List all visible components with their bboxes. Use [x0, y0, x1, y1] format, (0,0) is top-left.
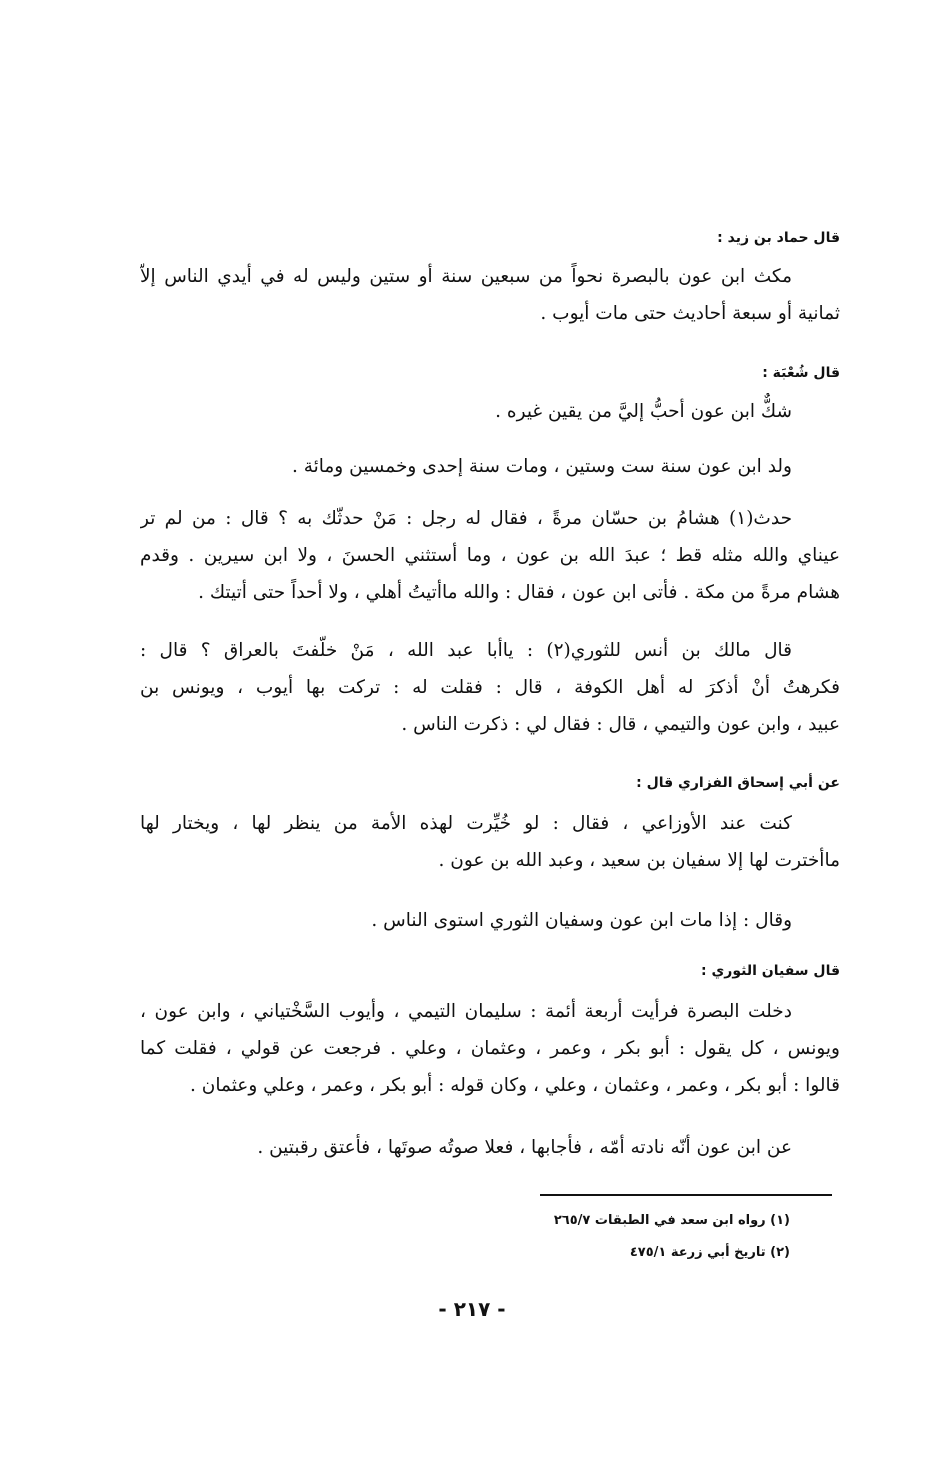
text-line: قالوا : أبو بكر ، وعمر ، وعثمان ، وعلي ، وكان قوله : أبو بكر ، وعمر ، وعلي وعثمان .: [190, 1075, 840, 1096]
heading-abu-ishaq: عن أبي إسحاق الفزاري قال :: [636, 775, 840, 791]
text-line: قال مالك بن أنس للثوري(٢) : ياأبا عبد الله ، مَنْ خلّفتَ بالعراق ؟ قال :: [140, 640, 792, 661]
footnote-1: (١) رواه ابن سعد في الطبقات ٢٦٥/٧: [553, 1213, 790, 1228]
heading-shuba: قال شُعْبَة :: [762, 365, 840, 381]
paragraph-awzai: [140, 805, 840, 879]
text-line: ثمانية أو سبعة أحاديث حتى مات أيوب .: [540, 303, 840, 324]
heading-hammad-ibn-zayd: قال حماد بن زيد :: [717, 230, 840, 246]
footnote-2: (٢) تاريخ أبي زرعة ٤٧٥/١: [629, 1245, 790, 1260]
paragraph-shuba: [140, 393, 840, 430]
text-line: هشام مرةً من مكة . فأتى ابن عون ، فقال : والله ماأتيتُ أهلي ، ولا أحداً حتى أتيتك .: [198, 582, 840, 603]
text-line: فكرهتُ أنْ أذكرَ له أهل الكوفة ، قال : فقلت له : تركت بها أيوب ، ويونس بن: [140, 677, 840, 698]
footnote-divider: [540, 1194, 832, 1196]
text-line: حدث(١) هشامُ بن حسّان مرةً ، فقال له رجل : مَنْ حدثّك به ؟ قال : من لم تر: [140, 508, 792, 529]
text-line: دخلت البصرة فرأيت أربعة أئمة : سليمان التيمي ، وأيوب السَّخْتياني ، وابن عون ،: [140, 1001, 792, 1022]
text-line: ماأخترت لها إلا سفيان بن سعيد ، وعبد الله بن عون .: [438, 850, 840, 871]
paragraph-sufyan: [140, 993, 840, 1104]
heading-sufyan: قال سفيان الثوري :: [701, 963, 840, 979]
paragraph-mother: [140, 1129, 840, 1166]
paragraph-wa-qala: [140, 902, 840, 939]
text-line: عيناي والله مثله قط ؛ عبدَ الله بن عون ، وما أستثني الحسنَ ، ولا ابن سيرين . وقدم: [140, 545, 840, 566]
text-line: عن ابن عون أنّه نادته أمّه ، فأجابها ، فعلا صوتُه صوتَها ، فأعتق رقبتين .: [257, 1137, 792, 1158]
text-line: وقال : إذا مات ابن عون وسفيان الثوري استوى الناس .: [371, 910, 792, 931]
text-line: كنت عند الأوزاعي ، فقال : لو خُيِّرت لهذه الأمة من ينظر لها ، ويختار لها: [140, 813, 792, 834]
paragraph-hisham: [140, 500, 840, 611]
paragraph-malik: [140, 632, 840, 743]
text-line: مكث ابن عون بالبصرة نحواً من سبعين سنة أو ستين وليس له في أيدي الناس إلاّ: [140, 266, 792, 287]
text-line: ولد ابن عون سنة ست وستين ، ومات سنة إحدى وخمسين ومائة .: [291, 456, 792, 477]
text-line: ويونس ، كل يقول : أبو بكر ، وعمر ، وعثمان ، وعلي . فرجعت عن قولي ، فقلت كما: [140, 1038, 840, 1059]
text-line: عبيد ، وابن عون والتيمي ، قال : فقال لي : ذكرت الناس .: [401, 714, 840, 735]
page-number: - ٢١٧ -: [438, 1297, 506, 1321]
paragraph-hammad: [140, 258, 840, 332]
paragraph-birth-death: [140, 448, 840, 485]
text-line: شكٌّ ابن عون أحبُّ إليَّ من يقين غيره .: [495, 401, 792, 422]
